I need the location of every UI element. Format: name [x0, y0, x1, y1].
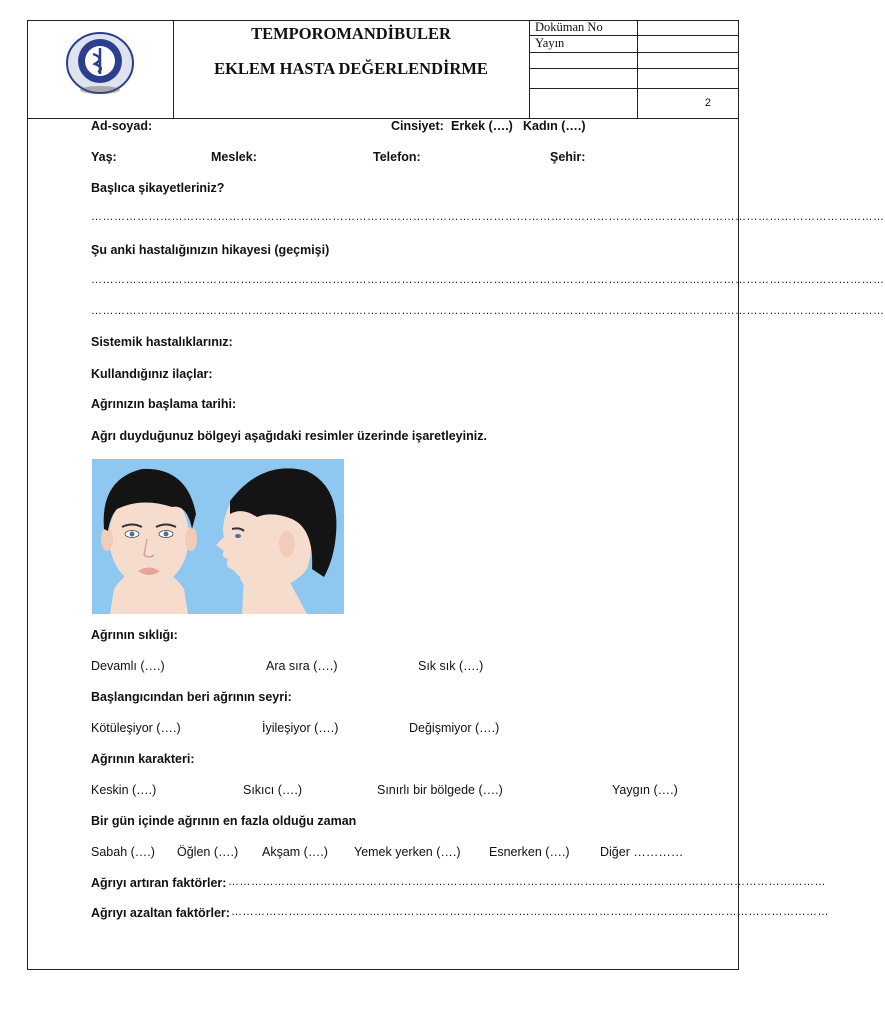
- title-cell: [173, 20, 530, 118]
- meta-row-page: [529, 89, 739, 118]
- yayin-value: [638, 36, 739, 52]
- front-left-ear: [101, 527, 113, 551]
- age-label: Yaş:: [91, 150, 117, 164]
- pain-onset-label: Ağrınızın başlama tarihi:: [91, 397, 237, 411]
- course-label: Başlangıcından beri ağrının seyri:: [91, 690, 292, 704]
- history-answer-line-2[interactable]: ………………………………………………………………………………………………………………………………………………………………………………………: [91, 305, 885, 317]
- face-illustration: [92, 459, 344, 614]
- character-label: Ağrının karakteri:: [91, 752, 195, 766]
- time-option-evening[interactable]: Akşam (….): [262, 845, 328, 859]
- face-diagram[interactable]: [92, 459, 344, 614]
- time-option-noon[interactable]: Öğlen (….): [177, 845, 239, 859]
- gender-label: Cinsiyet:: [391, 119, 444, 133]
- time-option-eating[interactable]: Yemek yerken (….): [354, 845, 461, 859]
- mark-region-instruction: Ağrı duyduğunuz bölgeyi aşağıdaki resimler üzerinde işaretleyiniz.: [91, 429, 487, 443]
- increasing-factors-label: Ağrıyı artıran faktörler:: [91, 876, 227, 890]
- meta-row-empty-1: [529, 53, 739, 69]
- doc-no-value: [638, 20, 739, 35]
- complaints-question: Başlıca şikayetleriniz?: [91, 181, 225, 195]
- document-header: [27, 20, 739, 119]
- phone-label: Telefon:: [373, 150, 421, 164]
- document-meta-table: [529, 20, 739, 118]
- peak-time-label: Bir gün içinde ağrının en fazla olduğu zaman: [91, 814, 357, 828]
- character-option-sharp[interactable]: Keskin (….): [91, 783, 157, 797]
- faculty-logo: [65, 28, 135, 98]
- yayin-label: Yayın: [529, 36, 638, 52]
- history-answer-line-1[interactable]: ………………………………………………………………………………………………………………………………………………………………………………………: [91, 274, 885, 286]
- gender-female-option[interactable]: Kadın (….): [523, 119, 586, 133]
- time-option-morning[interactable]: Sabah (….): [91, 845, 155, 859]
- complaints-answer-line[interactable]: ………………………………………………………………………………………………………………………………………………………………………………………: [91, 211, 885, 223]
- frequency-label: Ağrının sıklığı:: [91, 628, 178, 642]
- document-title-line2: EKLEM HASTA DEĞERLENDİRME: [214, 59, 488, 78]
- job-label: Meslek:: [211, 150, 257, 164]
- city-label: Şehir:: [550, 150, 586, 164]
- decreasing-factors-label: Ağrıyı azaltan faktörler:: [91, 906, 230, 920]
- meta-empty-cell: [529, 69, 638, 88]
- course-option-improving[interactable]: İyileşiyor (….): [262, 721, 339, 735]
- gender-male-option[interactable]: Erkek (….): [451, 119, 513, 133]
- character-option-localized[interactable]: Sınırlı bir bölgede (….): [377, 783, 503, 797]
- medications-label: Kullandığınız ilaçlar:: [91, 367, 213, 381]
- course-option-worsening[interactable]: Kötüleşiyor (….): [91, 721, 181, 735]
- freq-option-continuous[interactable]: Devamlı (….): [91, 659, 165, 673]
- character-option-diffuse[interactable]: Yaygın (….): [612, 783, 678, 797]
- profile-ear: [279, 531, 295, 557]
- meta-empty-cell: [529, 53, 638, 68]
- character-option-dull[interactable]: Sıkıcı (….): [243, 783, 303, 797]
- freq-option-occasional[interactable]: Ara sıra (….): [266, 659, 338, 673]
- time-option-other[interactable]: Diğer …………: [600, 845, 684, 859]
- freq-option-frequent[interactable]: Sık sık (….): [418, 659, 484, 673]
- meta-empty-cell: [529, 89, 638, 118]
- meta-row-yayin: [529, 36, 739, 53]
- history-question: Şu anki hastalığınızın hikayesi (geçmişi): [91, 243, 330, 257]
- course-option-unchanged[interactable]: Değişmiyor (….): [409, 721, 500, 735]
- meta-row-empty-2: [529, 69, 739, 89]
- systemic-diseases-label: Sistemik hastalıklarınız:: [91, 335, 233, 349]
- name-label: Ad-soyad:: [91, 119, 153, 133]
- page-number: 2: [704, 97, 711, 109]
- front-right-ear: [185, 527, 197, 551]
- decreasing-factors-line[interactable]: …………………………………………………………………………………………………………………………………………: [231, 906, 829, 918]
- doc-no-label: Doküman No: [529, 20, 638, 35]
- meta-row-doc-no: [529, 20, 739, 36]
- time-option-yawning[interactable]: Esnerken (….): [489, 845, 570, 859]
- increasing-factors-line[interactable]: …………………………………………………………………………………………………………………………………………: [228, 876, 826, 888]
- document-title-line1: TEMPOROMANDİBULER: [251, 24, 451, 43]
- logo-cell: [27, 20, 174, 118]
